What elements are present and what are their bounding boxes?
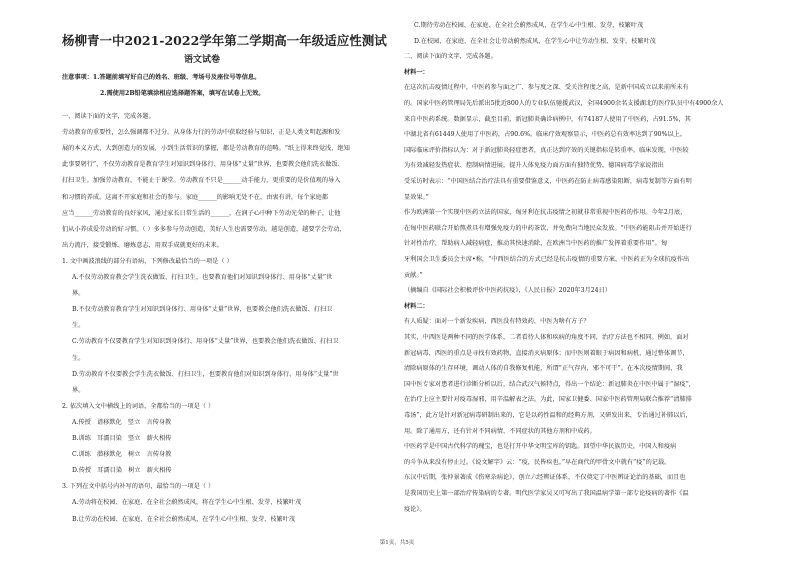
text-line: 来自中医药系统。数据显示，截至目前，新冠肺炎确诊病例中，有74187人使用了中医药，占91.5%，其 <box>404 115 691 123</box>
text-line: 应当______劳动教育的良好家风，通过家长日常生活的______，在润子心中种下劳动光荣的种子，让他 <box>62 209 341 217</box>
text-line: 毒汤”，此方是针对新冠病毒研制出来的，它是以药性温和的经典方剂，又研发出来，专治通过补肺以后， <box>404 412 692 419</box>
text-line: 在治疗上应主要针对疫毒湿邪，用辛温解表之法。为此，国家卫健委、国家中医药管理局联合推荐“清肺排 <box>404 396 692 404</box>
text-line: D.传授 耳濡目染 树立 薪火相传 <box>72 467 172 475</box>
text-line: 作为欧洲第一个实现中医药立法的国家，匈牙利在抗击疫情之初就非常重视中医药的作用。今年2月底， <box>404 209 687 217</box>
text-line: 展的本义方式，大到创造力的发展，小到生活常识的掌握，都是劳动教育的范畴。“纸上得来终觉浅，绝知 <box>62 145 350 153</box>
text-line: 新冠病毒，西医的重点是寻找有效药物，直接消灭病原体；而中医则着眼于病因和病机，通过整体调节， <box>404 349 689 357</box>
text-line: C.期待劳动在校园、在家庭、在全社会蔚然成风，在学生心中生根、发芽、枝繁叶茂 <box>414 22 644 29</box>
text-line: 中湖北省有61449人使用了中医药，占90.6%。临床疗效观察显示，中医药总有效率达到了90%以上。 <box>404 131 687 139</box>
text-line: 疫论》。 <box>404 505 426 513</box>
text-line: B.训练 耳濡目染 竖立 薪火相传 <box>72 435 172 442</box>
text-line: 一、阅读下面的文字，完成各题。 <box>62 113 155 120</box>
text-line: A.劳动将在校园、在家庭、在全社会蔚然成风，将在学生心中生根、发芽、枝繁叶茂 <box>72 499 302 507</box>
text-line: D.劳动教育不仅要教会学生洗衣做饭、打扫卫生，也要教育他们对知识到身体行、用身体“丈量”世 <box>72 370 339 378</box>
page-footer: 第1页，共5页 <box>379 540 415 546</box>
text-line: 东汉中后期，张仲景著成《伤寒杂病论》，创立六经辨证体系，不仅奠定了中医辨证论治的基础，而且也 <box>404 474 686 482</box>
text-line: C.训练 潜移默化 树立 言传身教 <box>72 451 172 459</box>
text-line: 材料一： <box>404 68 429 76</box>
text-line: C.劳动教育不仅要教育学生对知识到身体行、用身体“丈量”世界，也要教会他们洗衣做饭、打扫卫 <box>72 338 339 346</box>
text-line: 打扫卫生。加强劳动教育，不能止于课堂。劳动教育不只是______动手能力，更重要的是价值观的导入 <box>62 177 341 185</box>
text-line: 在这次抗击疫情过程中，中医药参与面之广、参与度之深、受关注程度之高，是新中国成立以来前所未有 <box>404 84 689 92</box>
exam-subtitle: 语文试卷 <box>184 55 221 65</box>
exam-title: 杨柳青一中2021-2022学年第二学期高一年级适应性测试 <box>62 33 387 48</box>
text-line: D.在校园、在家庭、在全社会让劳动蔚然成风，在学生心中让劳动生根、发芽、枝繁叶茂 <box>414 37 656 45</box>
text-line: A.传授 谱移默化 竖立 言传身教 <box>72 418 172 426</box>
text-line: 用。除了通用方，还有针对不同病情、不同症状的其他方剂和中成药。 <box>404 427 596 435</box>
text-line: 1. 文中画波浪线的部分有语病，下列修改最恰当的一项是（ ） <box>62 257 233 265</box>
text-line: 中医药学是中国古代科学的瑰宝，也是打开中华文明宝库的钥匙。回望中华民族历史，中国人和疫病 <box>404 443 677 451</box>
text-line: 生。 <box>72 322 85 330</box>
text-line: B.不仅劳动教育教育学生对知识到身体行、用身体“丈量”世界，也要教会他们洗衣做饭、打扫卫 <box>72 306 333 314</box>
text-line: 受采访时表示：“中国医结合治疗法具有重要借鉴意义，中医药在防止病毒感染阻断，病毒复制等方面有明 <box>404 178 692 185</box>
notice-line-1: 注意事项：1.答题前填写好自己的姓名、班级、考场号及座位号等信息。 <box>62 74 261 81</box>
notice-line-2: 2.需使用2B铅笔填涂相应选择题答案，填写在试卷上无效。 <box>100 90 265 97</box>
text-line: 是我国历史上第一部治疗传染病的专著。明代医学家吴又可写出了我国温病学第一部专论疫病的著作《温 <box>404 490 689 497</box>
text-line: 二、阅读下面的文字，完成各题。 <box>404 53 497 61</box>
text-line: 劳动教育的重要性，怎么强调都不过分。从身体力行的劳动中获取经验与知识，正是人类文明起源和发 <box>62 129 341 137</box>
text-line: 牙利国会卫生委员会主席•称，“中西医结合的方式已经是抗击疫情的重要方案，中医药正为全球抗疫作出 <box>404 256 690 263</box>
text-line: 界。 <box>72 386 85 394</box>
text-line: 显效果。” <box>404 193 429 201</box>
text-line: 材料二： <box>404 302 429 310</box>
text-line: A.不仅劳动教育教会学生洗衣做饭、打扫卫生，也要教育他们对知识到身体行、用身体“丈量”世 <box>72 274 333 281</box>
text-line: 此事要躬行”，不仅劳动教育是教育学生对知识到身体行、用身体“丈量”世界，也要教会他们洗衣做饭、 <box>62 161 344 169</box>
text-line: 出力流汗，接受锻炼、磨炼意志，用双手成就更好的未来。 <box>62 241 223 249</box>
text-line: 生。 <box>72 354 85 362</box>
text-line: 在匈中医药联合开始熬煮具有增强免疫力的中药茶饮，并免费向当地民众发放。“中医药能阻击并开始进行 <box>404 224 692 232</box>
text-line: 其实，中西医是两种不同的医学体系，二者看待人体和疾病的角度不同，治疗方法也不相同。例如，面对 <box>404 334 689 341</box>
text-line: 3. 下列在文中括号内补写的语句，最恰当的一项是（ ） <box>62 483 215 491</box>
text-line: 清除病原体的生存环境，调动人体的自我修复机能，所谓“正气存内，邪不可干”。在本次疫情期间，我 <box>404 365 683 373</box>
text-line: （摘编自《国际社会积极评价中医药抗疫》，《人民日报》2020年3月24日） <box>404 287 611 295</box>
text-line: 贡献。” <box>404 271 423 279</box>
text-line: 2. 依次填入文中横线上的词语，全都恰当的一项是（ ） <box>62 402 215 410</box>
text-line: 国际临床评价指标认为：对于新冠肺炎轻症患者，真正达到疗效的关键指标是转重率。临床发现，中医较 <box>404 146 689 154</box>
text-line: 和习惯的养成。这离不开家庭和社会的参与。家庭______的影响无处不在，由衷有讲，每个家庭都 <box>62 193 329 201</box>
text-line: 国中医专家对患者进行诊断分析以后，结合武汉气候特点，得出一个结论：新冠肺炎在中医中属于“湿疫”， <box>404 380 695 388</box>
text-line: 的。国家中医药管理局先后派出5批近800人的专业队伍驰援武汉，全国4900余名支援湖北的医疗队员中有4900余人 <box>404 100 724 107</box>
text-line: 为有效减轻发热症状、控制病情进展，提升人体免疫力面方面有独特优势，德国病毒学家说指出 <box>404 162 664 170</box>
text-line: 有人质疑：面对一个新发疾病，西医没有特效药，中医为啥有方子？ <box>404 318 590 326</box>
text-line: 针对性治疗，帮助病人减轻病症，推动其快速消除，在欧洲当中医药的推广发挥着重要作用”。匈 <box>404 240 668 248</box>
text-line: 界。 <box>72 290 85 298</box>
text-line: B.让劳动在校园、在家庭、在全社会蔚然成风，在学生心中生根、发芽、枝繁叶茂 <box>72 515 296 523</box>
text-line: 的斗争从来没有停止过。《说文解字》云：“疫，民皆疾也。”早在商代的甲骨文中就有“疫”的记载。 <box>404 458 671 466</box>
text-line: 们从小养成爱劳动的好习惯。（ ）多多参与劳动创造，美好人生也需要劳动。越是创造，越要学会劳动， <box>62 225 346 233</box>
